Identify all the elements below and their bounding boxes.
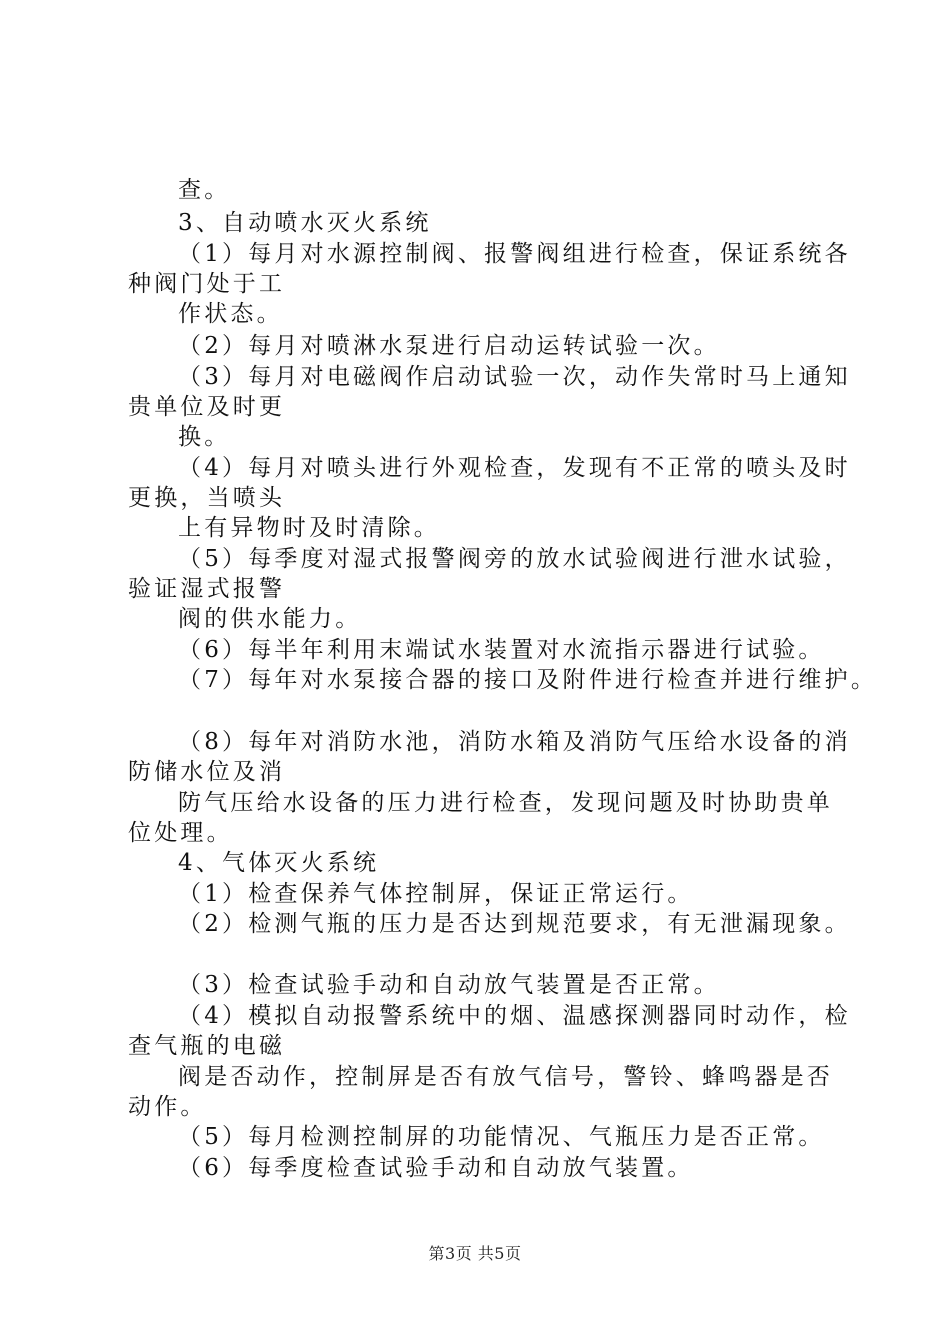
text-line: （4）每月对喷头进行外观检查，发现有不正常的喷头及时 bbox=[178, 455, 851, 481]
text-line: （2）检测气瓶的压力是否达到规范要求，有无泄漏现象。 bbox=[178, 911, 851, 937]
section-heading: 3、自动喷水灭火系统 bbox=[178, 210, 432, 236]
text-line: 阀的供水能力。 bbox=[178, 606, 362, 632]
text-line: 动作。 bbox=[128, 1094, 207, 1120]
text-line: （6）每半年利用末端试水装置对水流指示器进行试验。 bbox=[178, 637, 825, 663]
text-line: 更换，当喷头 bbox=[128, 485, 286, 511]
text-line: （7）每年对水泵接合器的接口及附件进行检查并进行维护。 bbox=[178, 667, 878, 693]
text-line: （8）每年对消防水池，消防水箱及消防气压给水设备的消 bbox=[178, 729, 851, 755]
text-line: （2）每月对喷淋水泵进行启动运转试验一次。 bbox=[178, 333, 720, 359]
text-line: （6）每季度检查试验手动和自动放气装置。 bbox=[178, 1155, 694, 1181]
page-number-footer: 第3页 共5页 bbox=[428, 1244, 522, 1263]
text-line: （3）每月对电磁阀作启动试验一次，动作失常时马上通知 bbox=[178, 364, 851, 390]
text-line: （3）检查试验手动和自动放气装置是否正常。 bbox=[178, 972, 720, 998]
text-line: 换。 bbox=[178, 424, 231, 450]
section-heading: 4、气体灭火系统 bbox=[178, 850, 380, 876]
text-line: （1）每月对水源控制阀、报警阀组进行检查，保证系统各 bbox=[178, 241, 851, 267]
text-line: 防储水位及消 bbox=[128, 759, 286, 785]
text-line: （5）每月检测控制屏的功能情况、气瓶压力是否正常。 bbox=[178, 1124, 825, 1150]
text-line: （5）每季度对湿式报警阀旁的放水试验阀进行泄水试验， bbox=[178, 546, 851, 572]
text-line: （1）检查保养气体控制屏，保证正常运行。 bbox=[178, 881, 694, 907]
text-line: 贵单位及时更 bbox=[128, 394, 286, 420]
text-line: 位处理。 bbox=[128, 820, 233, 846]
text-line: （4）模拟自动报警系统中的烟、温感探测器同时动作，检 bbox=[178, 1003, 851, 1029]
text-line: 阀是否动作，控制屏是否有放气信号，警铃、蜂鸣器是否 bbox=[178, 1064, 833, 1090]
text-line: 上有异物时及时清除。 bbox=[178, 515, 440, 541]
text-line: 查气瓶的电磁 bbox=[128, 1033, 286, 1059]
text-line: 作状态。 bbox=[178, 301, 283, 327]
text-line: 验证湿式报警 bbox=[128, 576, 286, 602]
text-line: 防气压给水设备的压力进行检查，发现问题及时协助贵单 bbox=[178, 790, 833, 816]
text-line: 种阀门处于工 bbox=[128, 271, 286, 297]
text-line: 查。 bbox=[178, 177, 231, 203]
